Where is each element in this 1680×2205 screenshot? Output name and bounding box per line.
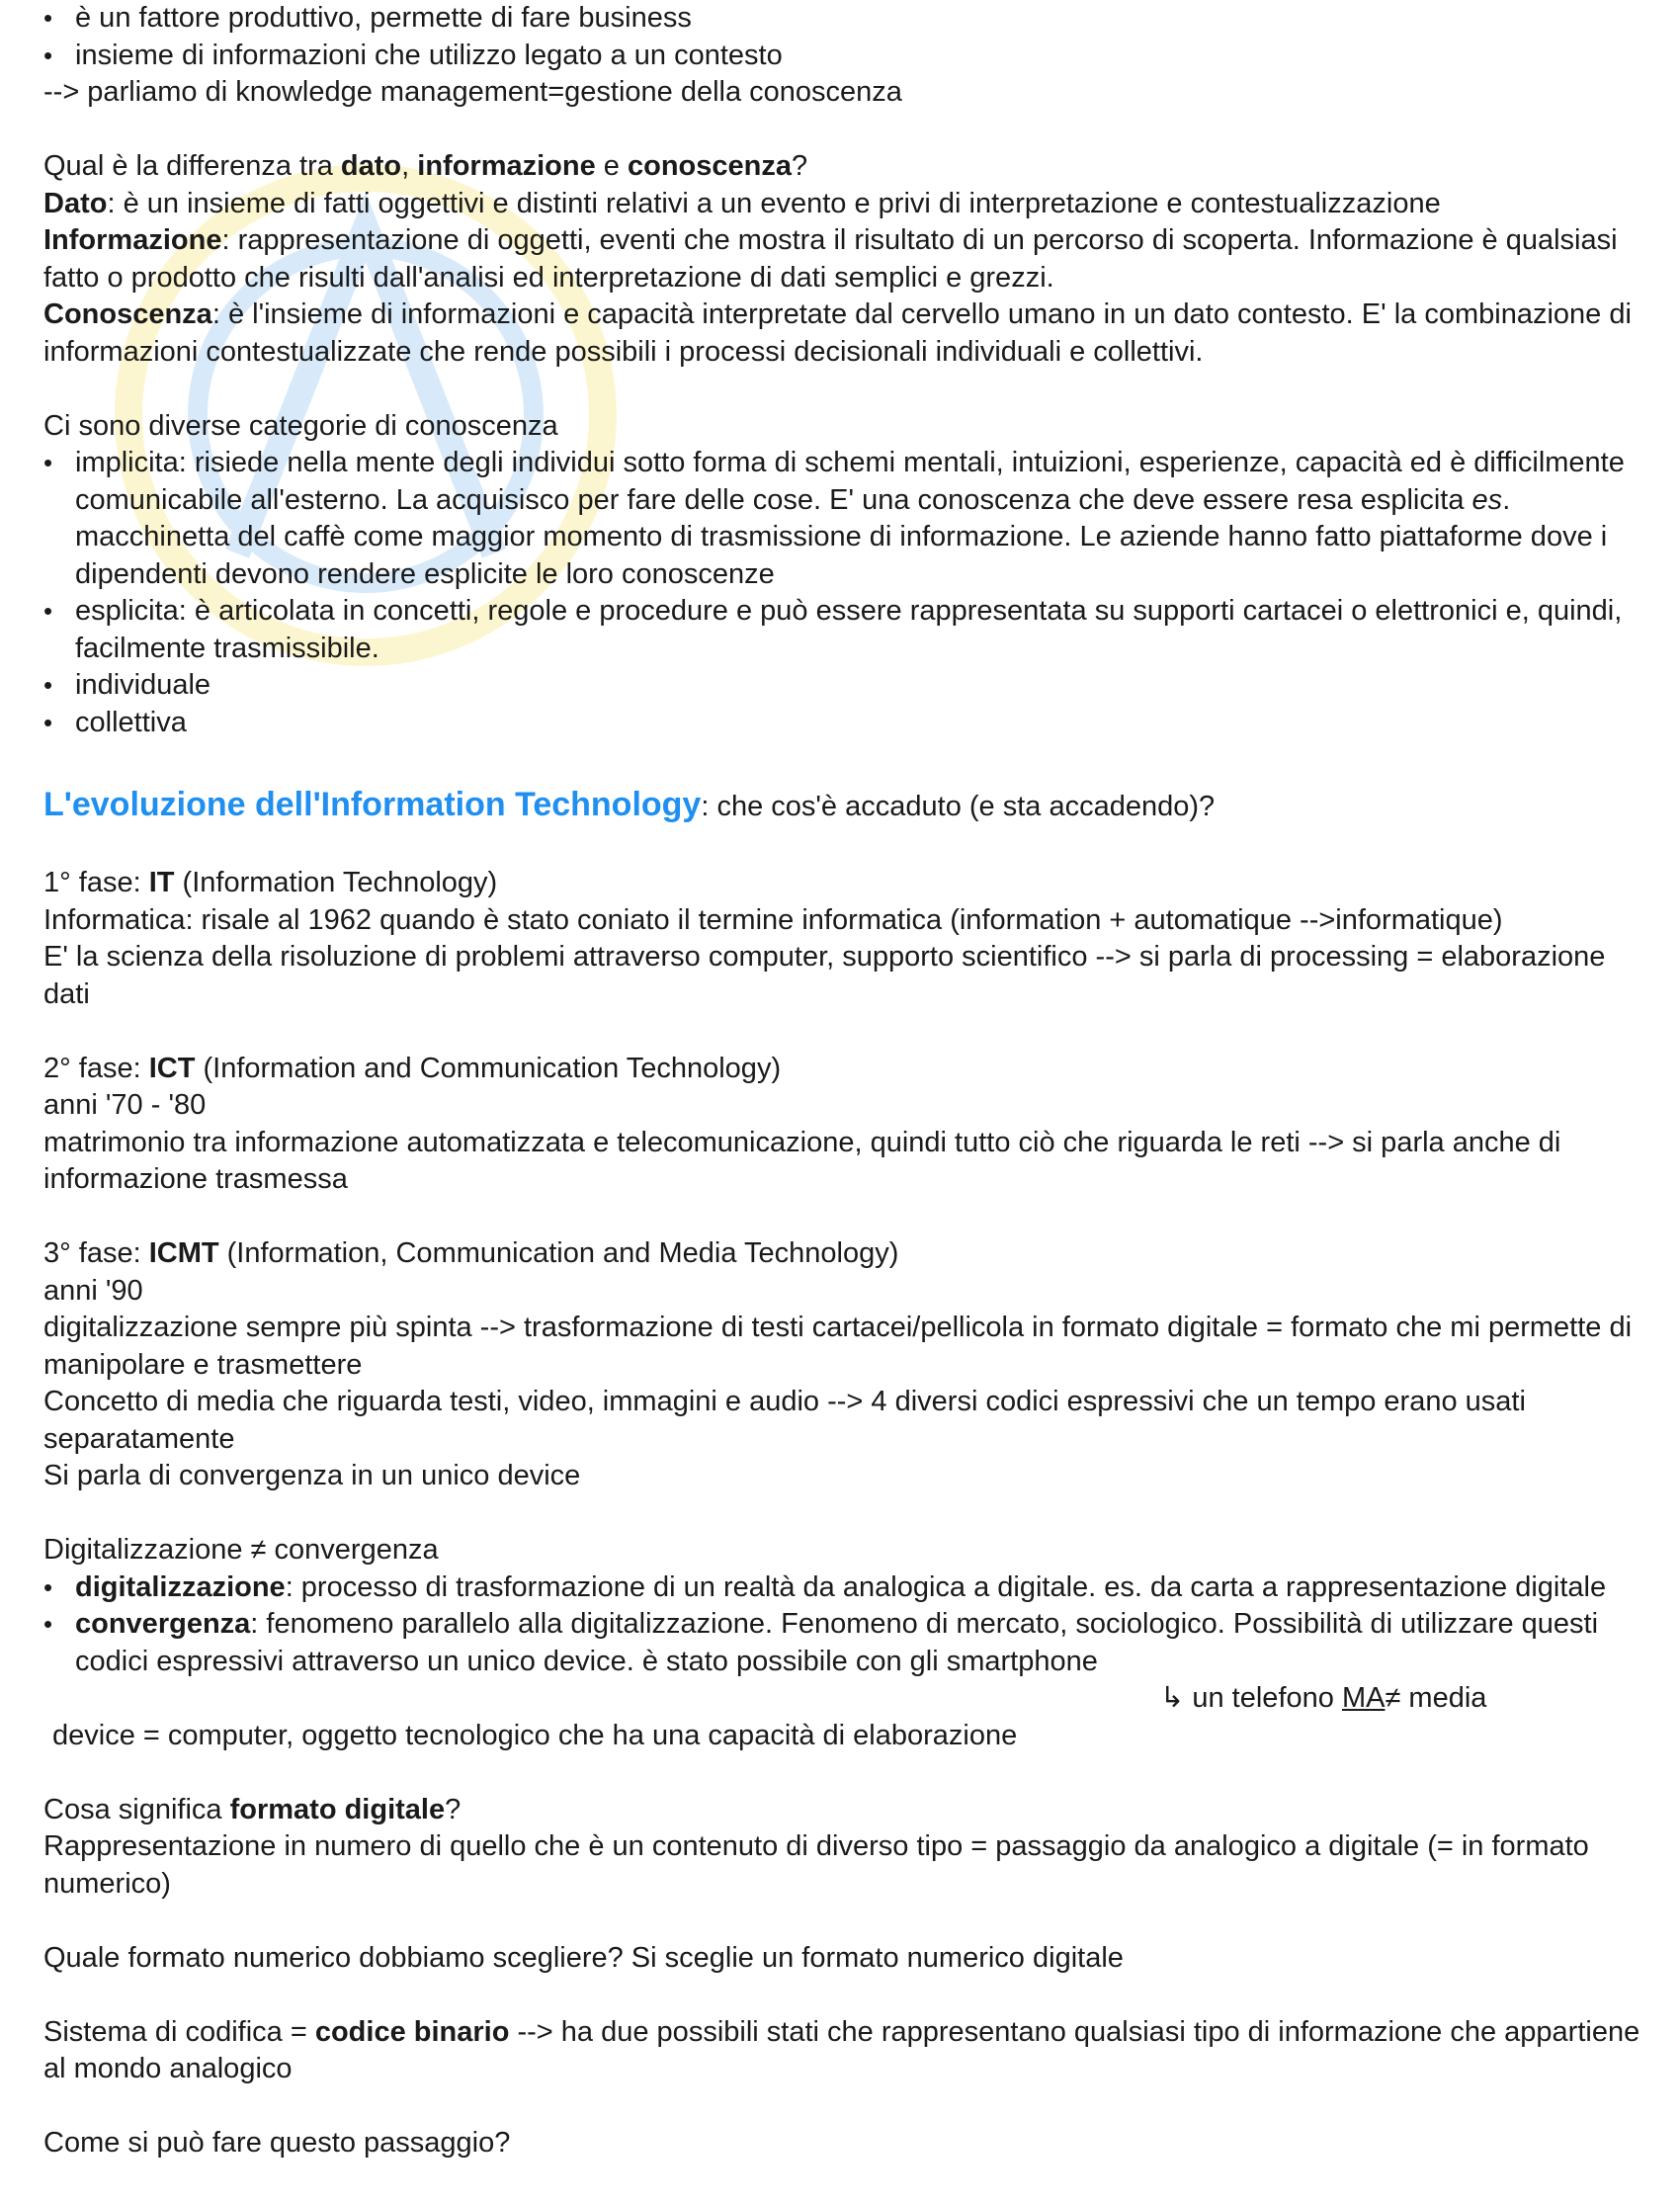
fase3-line: Si parla di convergenza in un unico device [43, 1460, 581, 1491]
list-item: • collettiva [43, 705, 1649, 742]
not-equal-icon: ≠ [250, 1534, 267, 1566]
document-page [43, 0, 1649, 2163]
fase2-line: anni '70 - '80 [43, 1089, 207, 1121]
not-equal-icon: ≠ [1385, 1682, 1401, 1714]
last-question: Come si può fare questo passaggio? [43, 2127, 511, 2159]
formato-question: Cosa significa formato digitale? [43, 1793, 462, 1825]
fase3-line: Concetto di media che riguarda testi, video, immagini e audio --> 4 diversi codici espressivi che un tempo erano usati separatamente [43, 1386, 1526, 1455]
categorie-list [43, 445, 1649, 741]
definition-informazione: Informazione: rappresentazione di oggetti, eventi che mostra il risultato di un percorso di scoperta. Informazione è qualsiasi fatto o prodotto che risulti dall'analisi ed interpretazione di dati semplici e grezzi. [43, 224, 1618, 294]
fase3-line: digitalizzazione sempre più spinta --> trasformazione di testi cartacei/pellicola in formato digitale = formato che mi permette di manipolare e trasmettere [43, 1312, 1633, 1381]
list-item: • esplicita: è articolata in concetti, regole e procedure e può essere rappresentata su supporti cartacei o elettronici e, quindi, facilmente trasmissibile. [43, 593, 1649, 667]
sistema-codifica: Sistema di codifica = codice binario --> ha due possibili stati che rappresentano qualsiasi tipo di informazione che appartiene al mondo analogico [43, 2015, 1640, 2084]
list-item: • digitalizzazione: processo di trasformazione di un realtà da analogica a digitale. es. da carta a rappresentazione digitale [43, 1569, 1649, 1607]
list-item: • insieme di informazioni che utilizzo legato a un contesto [43, 38, 1649, 75]
device-line: device = computer, oggetto tecnologico che ha una capacità di elaborazione [52, 1719, 1018, 1751]
question-differenza: Qual è la differenza tra dato, informazione e conoscenza? [43, 150, 808, 182]
fase1-line: E' la scienza della risoluzione di problemi attraverso computer, supporto scientifico --> si parla di processing = elaborazione dati [43, 941, 1606, 1010]
digitalizzazione-vs-convergenza: Digitalizzazione ≠ convergenza [43, 1534, 439, 1566]
section-heading: L'evoluzione dell'Information Technology: che cos'è accaduto (e sta accadendo)? [43, 785, 1216, 823]
fase2-title: 2° fase: ICT (Information and Communication Technology) [43, 1052, 782, 1084]
km-line: --> parliamo di knowledge management=gestione della conoscenza [43, 76, 902, 108]
definition-dato: Dato: è un insieme di fatti oggettivi e distinti relativi a un evento e privi di interpretazione e contestualizzazione [43, 187, 1441, 219]
list-item: • è un fattore produttivo, permette di fare business [43, 0, 1649, 38]
quale-formato: Quale formato numerico dobbiamo scegliere? Si sceglie un formato numerico digitale [43, 1941, 1124, 1974]
handwritten-annotation: ↳ un telefono MA≠ media [1160, 1682, 1487, 1714]
fase3-line: anni '90 [43, 1274, 143, 1307]
formato-answer: Rappresentazione in numero di quello che è un contenuto di diverso tipo = passaggio da analogico a digitale (= in formato numerico) [43, 1830, 1589, 1900]
list-item: • implicita: risiede nella mente degli individui sotto forma di schemi mentali, intuizioni, esperienze, capacità ed è difficilmente comunicabile all'esterno. La acquisisco per fare delle cose. E' una conoscenza che deve essere resa esplicita es. macchinetta del caffè come maggior momento di trasmissione di informazione. Le aziende hanno fatto piattaforme dove i dipendenti devono rendere esplicite le loro conoscenze [43, 445, 1649, 593]
categorie-intro: Ci sono diverse categorie di conoscenza [43, 409, 558, 442]
fase1-title: 1° fase: IT (Information Technology) [43, 867, 498, 898]
dig-list [43, 1569, 1649, 1681]
intro-list [43, 0, 1649, 74]
return-arrow-icon: ↳ [1160, 1682, 1185, 1714]
list-item: • individuale [43, 667, 1649, 705]
fase2-line: matrimonio tra informazione automatizzata e telecomunicazione, quindi tutto ciò che riguarda le reti --> si parla anche di informazione trasmessa [43, 1126, 1561, 1195]
list-item: • convergenza: fenomeno parallelo alla digitalizzazione. Fenomeno di mercato, sociologico. Possibilità di utilizzare questi codici espressivi attraverso un unico device. è stato possibile con gli smartphone [43, 1606, 1649, 1680]
fase3-title: 3° fase: ICMT (Information, Communication and Media Technology) [43, 1237, 899, 1269]
fase1-line: Informatica: risale al 1962 quando è stato coniato il termine informatica (information + automatique -->informatique) [43, 903, 1503, 936]
definition-conoscenza: Conoscenza: è l'insieme di informazioni e capacità interpretate dal cervello umano in un dato contesto. E' la combinazione di informazioni contestualizzate che rende possibili i processi decisionali individuali e collettivi. [43, 298, 1632, 368]
